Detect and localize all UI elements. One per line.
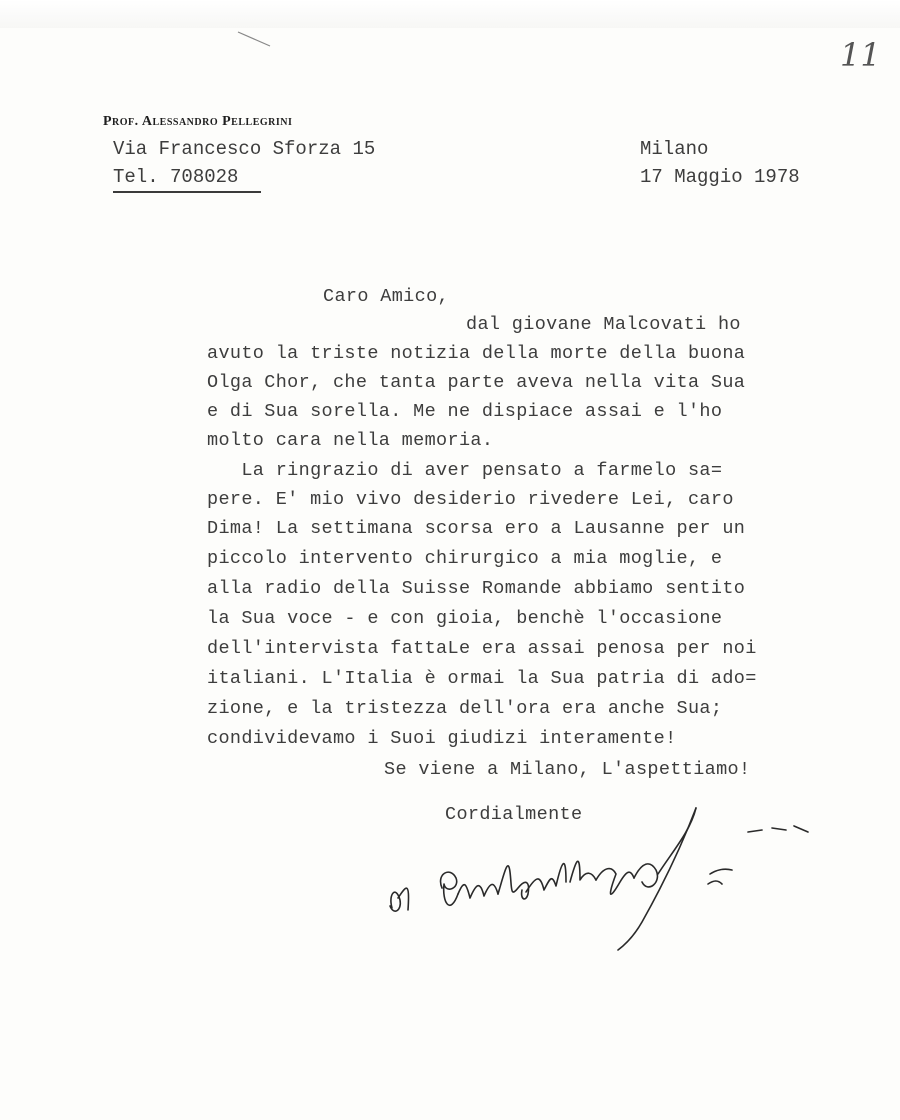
body-line: e di Sua sorella. Me ne dispiace assai e l'ho [207,401,723,422]
body-line: condividevamo i Suoi giudizi interamente! [207,728,677,749]
place: Milano [640,138,709,160]
body-line: piccolo intervento chirurgico a mia moglie, e [207,548,723,569]
tel-underline [113,191,261,193]
body-line: Se viene a Milano, L'aspettiamo! [384,759,751,780]
pencil-mark [236,30,272,48]
body-line: pere. E' mio vivo desiderio rivedere Lei, caro [207,489,734,510]
body-line: molto cara nella memoria. [207,430,494,451]
body-line: Olga Chor, che tanta parte aveva nella vita Sua [207,372,746,393]
salutation: Caro Amico, [323,286,449,307]
body-line: dell'intervista fattaLe era assai penosa per noi [207,638,757,659]
body-line: zione, e la tristezza dell'ora era anche Sua; [207,698,723,719]
date: 17 Maggio 1978 [640,166,800,188]
closing: Cordialmente [445,804,583,825]
address-tel: Tel. 708028 [113,166,239,188]
body-line: italiani. L'Italia è ormai la Sua patria di ado= [207,668,757,689]
body-line: avuto la triste notizia della morte della buona [207,343,746,364]
body-line: dal giovane Malcovati ho [466,314,741,335]
address-street: Via Francesco Sforza 15 [113,138,376,160]
page-number: 11 [840,36,881,74]
body-line: Dima! La settimana scorsa ero a Lausanne per un [207,518,746,539]
body-line: alla radio della Suisse Romande abbiamo sentito [207,578,746,599]
signature [380,790,820,970]
body-line: la Sua voce - e con gioia, benchè l'occasione [207,608,723,629]
paper-top-edge [0,0,900,28]
body-line: La ringrazio di aver pensato a farmelo sa= [207,460,723,481]
letterhead: Prof. Alessandro Pellegrini [103,114,293,129]
